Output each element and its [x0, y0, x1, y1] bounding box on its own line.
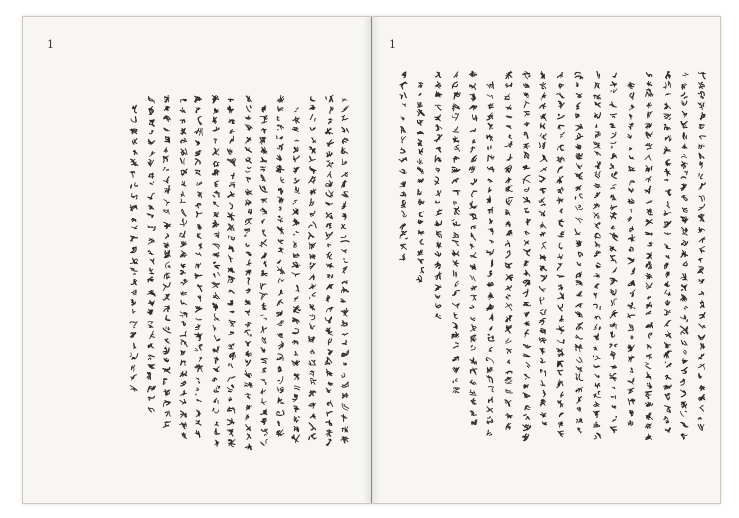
left-page-mark: 1 [47, 38, 54, 51]
text-column [325, 95, 333, 446]
text-column [180, 99, 188, 438]
text-column [130, 105, 138, 391]
text-column [195, 96, 203, 437]
text-column [664, 72, 672, 433]
text-column [557, 72, 565, 436]
text-column [610, 73, 618, 433]
text-column [505, 72, 513, 430]
text-column [486, 82, 494, 436]
text-column [260, 106, 268, 445]
text-column [147, 97, 155, 412]
text-column [227, 99, 235, 447]
text-column [469, 71, 477, 424]
text-column [452, 72, 460, 393]
text-column [539, 72, 547, 425]
text-column [523, 72, 531, 441]
manuscript-spread [22, 16, 721, 504]
right-page-handwriting [372, 17, 720, 503]
text-column [163, 95, 171, 427]
text-column [628, 82, 635, 425]
text-column [435, 72, 443, 318]
left-page [23, 17, 372, 503]
left-page-handwriting [23, 17, 371, 503]
text-column [575, 72, 583, 432]
text-column [309, 97, 317, 440]
text-column [292, 108, 300, 443]
text-column [341, 99, 349, 443]
text-column [212, 95, 220, 446]
text-column [593, 71, 600, 439]
right-page [372, 17, 720, 503]
text-column [276, 96, 284, 437]
right-page-mark: 1 [389, 38, 396, 51]
text-column [645, 73, 653, 440]
text-column [698, 72, 706, 430]
text-column [244, 96, 252, 450]
text-column [417, 82, 425, 282]
text-column [399, 72, 407, 260]
text-column [680, 73, 688, 439]
